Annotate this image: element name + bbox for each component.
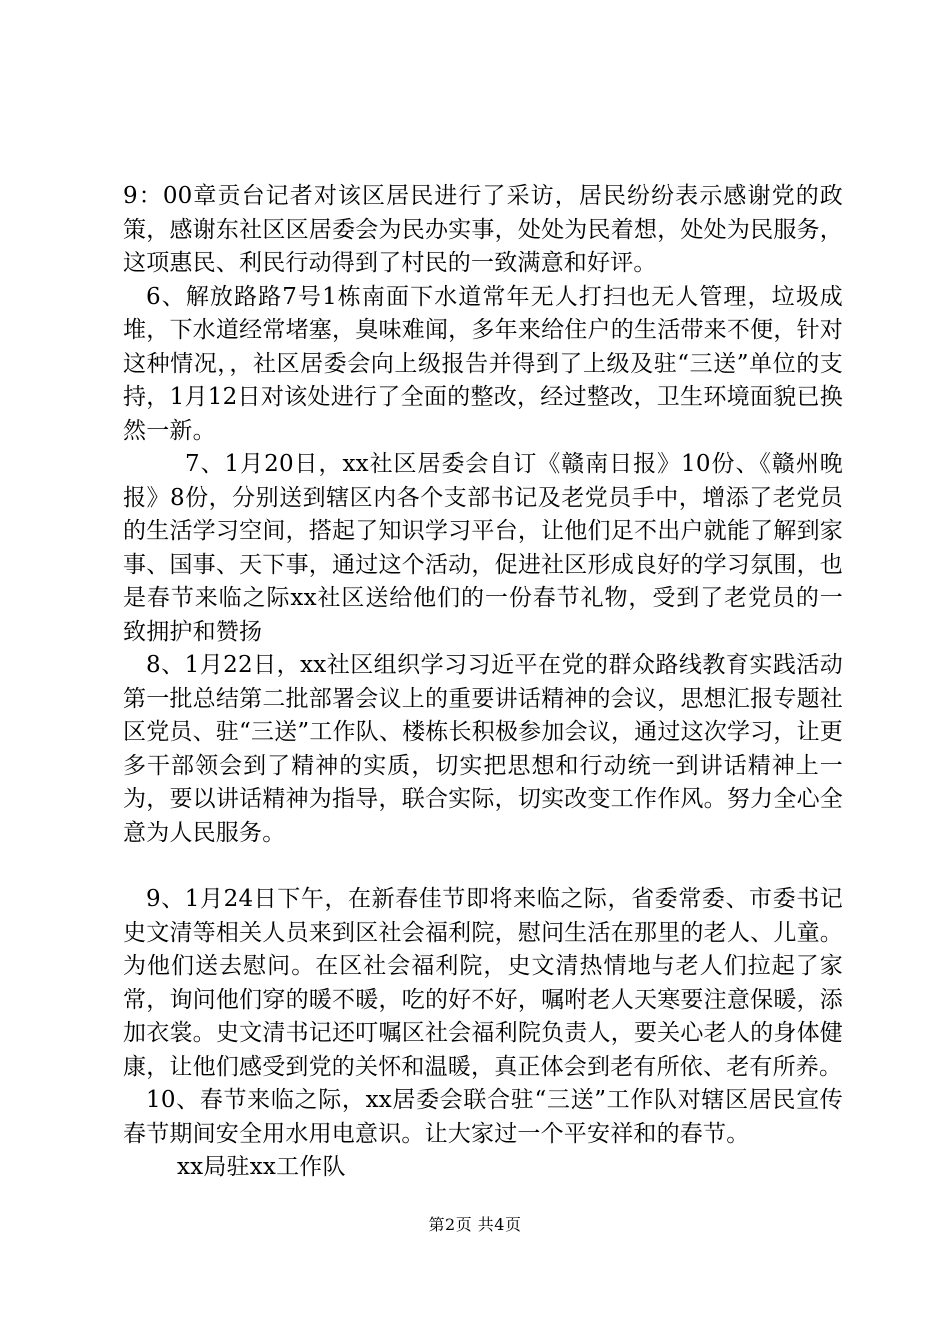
paragraph-item-10: 10、春节来临之际，xx居委会联合驻“三送”工作队对辖区居民宣传春节期间安全用水用电意识。让大家过一个平安祥和的春节。 (123, 1087, 843, 1147)
paragraph-item-7: 7、1月20日，xx社区居委会自订《赣南日报》10份、《赣州晚报》8份，分别送到辖区内各个支部书记及老党员手中，增添了老党员的生活学习空间，搭起了知识学习平台，让他们足不出户就能了解到家事、国事、天下事，通过这个活动，促进社区形成良好的学习氛围，也是春节来临之际xx社区送给他们的一份春节礼物，受到了老党员的一致拥护和赞扬 (123, 451, 843, 645)
paragraph-item-6: 6、解放路路7号1栋南面下水道常年无人打扫也无人管理，垃圾成堆，下水道经常堵塞，臭味难闻，多年来给住户的生活带来不便，针对这种情况，，社区居委会向上级报告并得到了上级及驻“三送”单位的支持，1月12日对该处进行了全面的整改，经过整改，卫生环境面貌已换然一新。 (123, 283, 843, 444)
document-body (123, 180, 843, 1185)
signature-line: xx局驻xx工作队 (177, 1154, 346, 1180)
paragraph-item-8: 8、1月22日，xx社区组织学习习近平在党的群众路线教育实践活动第一批总结第二批部署会议上的重要讲话精神的会议，思想汇报专题社区党员、驻“三送”工作队、楼栋长积极参加会议，通过这次学习，让更多干部领会到了精神的实质，切实把思想和行动统一到讲话精神上一为，要以讲话精神为指导，联合实际，切实改变工作作风。努力全心全意为人民服务。 (123, 652, 843, 846)
paragraph-item-9: 9、1月24日下午，在新春佳节即将来临之际，省委常委、市委书记史文清等相关人员来到区社会福利院，慰问生活在那里的老人、儿童。为他们送去慰问。在区社会福利院，史文清热情地与老人们拉起了家常，询问他们穿的暖不暖，吃的好不好，嘱咐老人天寒要注意保暖，添加衣裳。史文清书记还叮嘱区社会福利院负责人，要关心老人的身体健康，让他们感受到党的关怀和温暖，真正体会到老有所依、老有所养。 (123, 886, 843, 1080)
page-number-footer: 第2页 共4页 (428, 1215, 522, 1234)
paragraph-interview: 9：00章贡台记者对该区居民进行了采访，居民纷纷表示感谢党的政策，感谢东社区区居委会为民办实事，处处为民着想，处处为民服务，这项惠民、利民行动得到了村民的一致满意和好评。 (123, 183, 843, 276)
